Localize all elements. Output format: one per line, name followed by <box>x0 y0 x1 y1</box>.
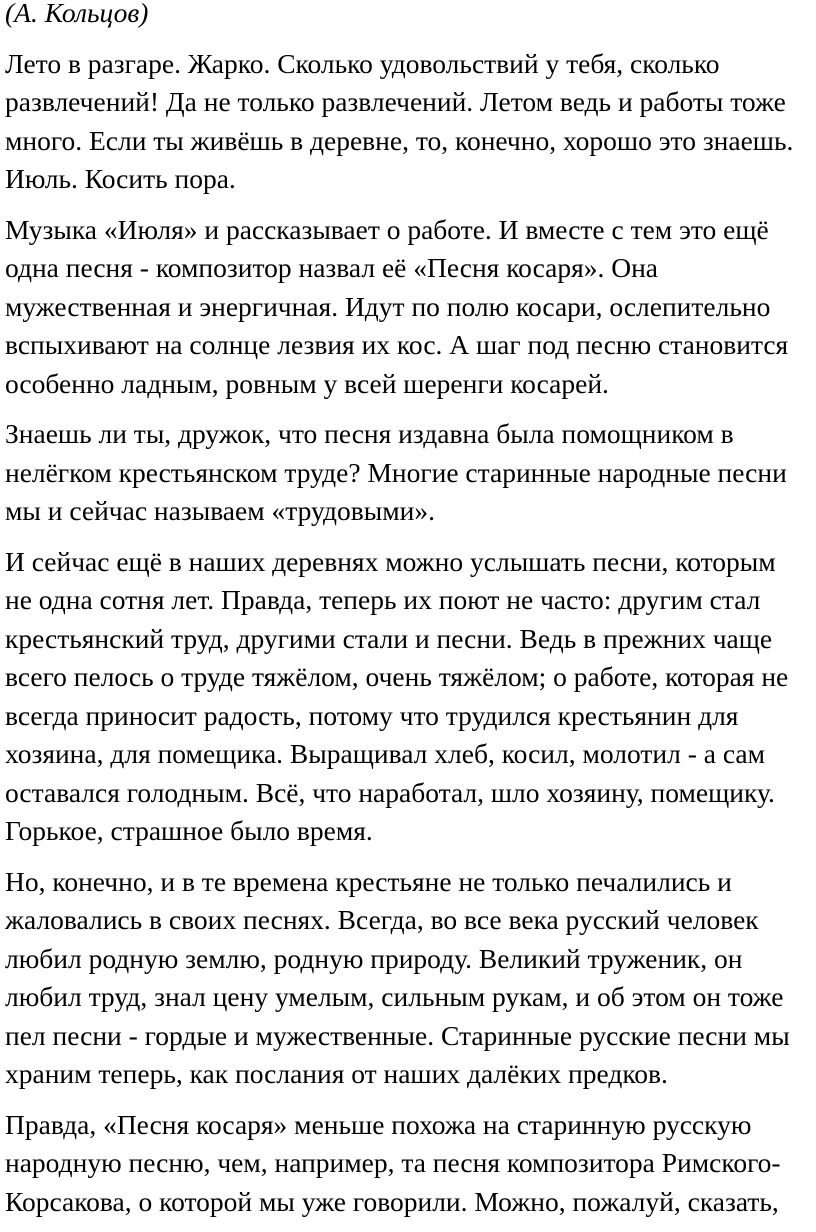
text-line: жаловались в своих песнях. Всегда, во все века русский человек <box>5 904 759 935</box>
text-line: Корсакова, о которой мы уже говорили. Можно, пожалуй, сказать, <box>5 1185 779 1217</box>
text-line: любил родную землю, родную природу. Великий труженик, он <box>5 942 743 974</box>
text-line: не одна сотня лет. Правда, теперь их поют не часто: другим стал <box>5 584 761 615</box>
text-line: развлечений! Да не только развлечений. Летом ведь и работы тоже <box>5 86 786 117</box>
text-line: Правда, «Песня косаря» меньше похожа на старинную русскую <box>5 1108 752 1140</box>
text-line: крестьянский труд, другими стали и песни. Ведь в прежних чаще <box>5 622 773 654</box>
text-line: особенно ладным, ровным у всей шеренги косарей. <box>5 367 609 399</box>
text-line: всего пелось о труде тяжёлом, очень тяжёлом; о работе, которая не <box>5 661 789 692</box>
text-line: всегда приносит радость, потому что трудился крестьянин для <box>5 699 739 731</box>
text-line: храним теперь, как послания от наших далёких предков. <box>5 1058 668 1089</box>
text-line: нелёгком крестьянском труде? Многие старинные народные песни <box>5 456 787 488</box>
text-line: любил труд, знал цену умелым, сильным рукам, и об этом он тоже <box>5 981 784 1012</box>
text-line: Горькое, страшное было время. <box>5 815 373 846</box>
body-text <box>5 45 806 1222</box>
text-line: хозяина, для помещика. Выращивал хлеб, косил, молотил - а сам <box>5 738 765 769</box>
text-line: И сейчас ещё в наших деревнях можно услышать песни, которым <box>5 545 776 577</box>
paragraph <box>5 211 806 404</box>
text-line: Июль. Косить пора. <box>5 163 236 194</box>
text-line: народную песню, чем, например, та песня композитора Римского- <box>5 1147 781 1178</box>
text-line: одна песня - композитор назвал её «Песня косаря». Она <box>5 252 659 283</box>
paragraph <box>5 45 806 199</box>
paragraph <box>5 1106 806 1222</box>
paragraph <box>5 543 806 851</box>
text-line: вспыхивают на солнце лезвия их кос. А шаг под песню становится <box>5 329 789 360</box>
paragraph <box>5 863 806 1094</box>
author-attribution: (А. Кольцов) <box>5 0 149 28</box>
text-line: Лето в разгаре. Жарко. Сколько удовольствий у тебя, сколько <box>5 47 720 79</box>
text-line: мы и сейчас называем «трудовыми». <box>5 495 435 526</box>
text-line: мужественная и энергичная. Идут по полю косари, ослепительно <box>5 290 771 322</box>
text-line: Музыка «Июля» и рассказывает о работе. И вместе с тем это ещё <box>5 213 769 245</box>
text-line: Но, конечно, и в те времена крестьяне не только печалились и <box>5 865 732 897</box>
text-line: пел песни - гордые и мужественные. Старинные русские песни мы <box>5 1019 790 1051</box>
text-line: оставался голодным. Всё, что наработал, шло хозяину, помещику. <box>5 776 775 808</box>
text-line: Знаешь ли ты, дружок, что песня издавна была помощником в <box>5 418 734 449</box>
paragraph <box>5 415 806 531</box>
text-line: много. Если ты живёшь в деревне, то, конечно, хорошо это знаешь. <box>5 124 794 156</box>
